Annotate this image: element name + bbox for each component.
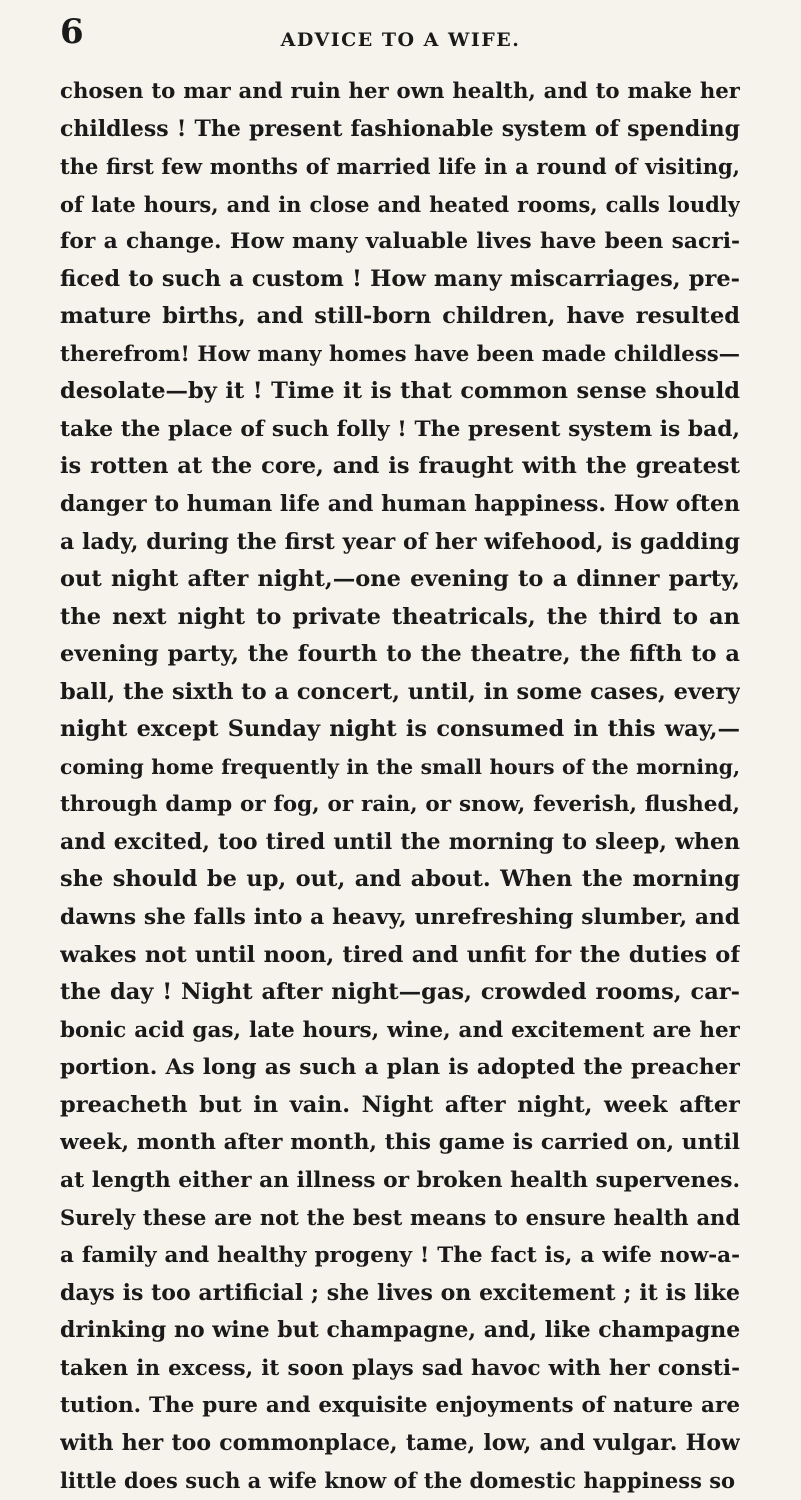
text-line: therefrom! How many homes have been made childless— [60,341,740,367]
text-line: at length either an illness or broken health supervenes. [60,1167,740,1193]
text-line: portion. As long as such a plan is adopted the preacher [60,1055,740,1081]
text-line: week, month after month, this game is carried on, until [60,1130,740,1156]
text-line: preacheth but in vain. Night after night, week after [60,1091,740,1118]
text-line: for a change. How many valuable lives have been sacri- [60,229,740,255]
running-title: ADVICE TO A WIFE. [280,29,521,51]
text-line: with her too commonplace, tame, low, and vulgar. How [60,1429,740,1456]
text-line: coming home frequently in the small hours of the morning, [60,754,740,779]
text-line: ficed to such a custom ! How many miscarriages, pre- [60,265,740,292]
text-line: night except Sunday night is consumed in this way,— [60,716,740,743]
text-line: desolate—by it ! Time it is that common sense should [60,378,740,405]
text-line: is rotten at the core, and is fraught with the greatest [60,453,740,480]
text-line: childless ! The present fashionable system of spending [60,115,740,142]
text-line: dawns she falls into a heavy, unrefreshing slumber, and [60,905,740,931]
text-line: a family and healthy progeny ! The fact is, a wife now-a- [60,1242,740,1268]
text-line: drinking no wine but champagne, and, like champagne [60,1317,740,1344]
text-line: mature births, and still-born children, have resulted [60,303,740,330]
text-line: the day ! Night after night—gas, crowded rooms, car- [60,979,740,1006]
text-line: take the place of such folly ! The present system is bad, [60,416,740,442]
text-line: tution. The pure and exquisite enjoyments of nature are [60,1393,740,1419]
text-line: out night after night,—one evening to a dinner party, [60,566,740,593]
text-line: wakes not until noon, tired and unfit for the duties of [60,941,740,968]
text-line: chosen to mar and ruin her own health, and to make her [60,79,740,104]
text-line: through damp or fog, or rain, or snow, feverish, flushed, [60,792,740,818]
text-line: ball, the sixth to a concert, until, in some cases, every [60,678,740,705]
text-line: taken in excess, it soon plays sad havoc with her consti- [60,1355,740,1381]
text-line: the next night to private theatricals, the third to an [60,603,740,630]
text-line: and excited, too tired until the morning to sleep, when [60,828,740,855]
body-text [60,73,740,1500]
text-line: bonic acid gas, late hours, wine, and excitement are her [60,1017,740,1043]
text-line: days is too artificial ; she lives on excitement ; it is like [60,1279,740,1306]
text-line: evening party, the fourth to the theatre, the fifth to a [60,641,740,668]
text-line: danger to human life and human happiness. How often [60,491,740,518]
text-line: a lady, during the first year of her wifehood, is gadding [60,528,740,555]
text-line: the first few months of married life in a round of visiting, [60,154,740,180]
text-line: of late hours, and in close and heated rooms, calls loudly [60,191,740,217]
page-number: 6 [60,12,84,52]
text-line: Surely these are not the best means to ensure health and [60,1205,740,1231]
text-line: little does such a wife know of the domestic happiness so [60,1468,736,1494]
text-line: she should be up, out, and about. When the morning [60,866,740,893]
